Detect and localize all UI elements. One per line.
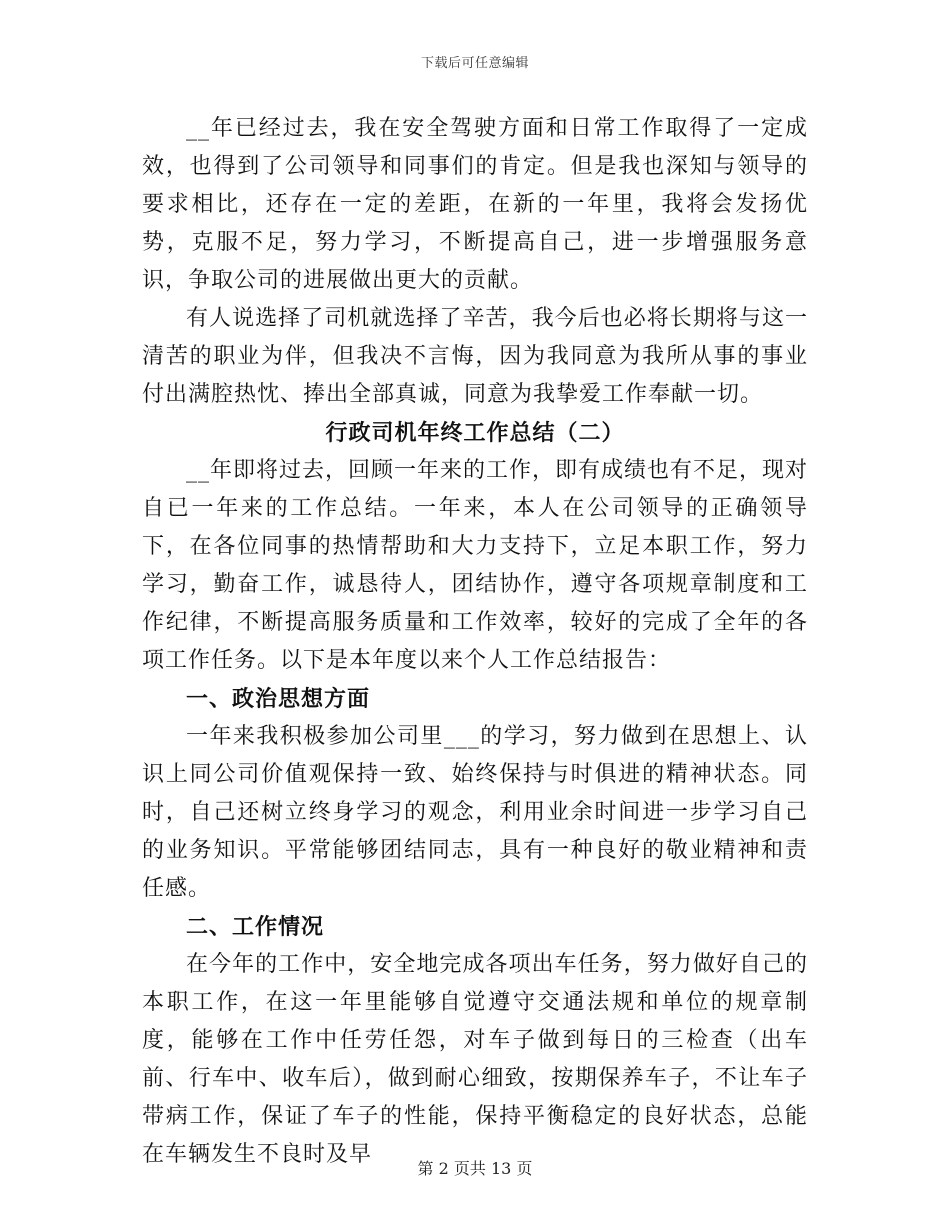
page-footer: 第 2 页共 13 页 (417, 1159, 533, 1178)
section-heading: 二、工作情况 (186, 914, 325, 940)
document-body (142, 110, 808, 1174)
paragraph: 在今年的工作中，安全地完成各项出车任务，努力做好自己的本职工作，在这一年里能够自觉遵守交通法规和单位的规章制度，能够在工作中任劳任怨，对车子做到每日的三检查（出车前、行车中、收车后），做到耐心细致，按期保养车子，不让车子带病工作，保证了车子的性能，保持平衡稳定的良好状态，总能在车辆发生不良时及早 (142, 952, 808, 1167)
paragraph: 一年来我积极参加公司里___的学习，努力做到在思想上、认识上同公司价值观保持一致、始终保持与时俱进的精神状态。同时，自己还树立终身学习的观念，利用业余时间进一步学习自己的业务知识。平常能够团结同志，具有一种良好的敬业精神和责任感。 (142, 724, 808, 901)
paragraph: __年已经过去，我在安全驾驶方面和日常工作取得了一定成效，也得到了公司领导和同事们的肯定。但是我也深知与领导的要求相比，还存在一定的差距，在新的一年里，我将会发扬优势，克服不足，努力学习，不断提高自己，进一步增强服务意识，争取公司的进展做出更大的贡献。 (142, 116, 808, 293)
section-heading: 一、政治思想方面 (186, 686, 371, 712)
paragraph: 有人说选择了司机就选择了辛苦，我今后也必将长期将与这一清苦的职业为伴，但我决不言悔，因为我同意为我所从事的事业付出满腔热忱、捧出全部真诚，同意为我挚爱工作奉献一切。 (142, 306, 808, 407)
paragraph: __年即将过去，回顾一年来的工作，即有成绩也有不足，现对自已一年来的工作总结。一年来，本人在公司领导的正确领导下，在各位同事的热情帮助和大力支持下，立足本职工作，努力学习，勤奋工作，诚恳待人，团结协作，遵守各项规章制度和工作纪律，不断提高服务质量和工作效率，较好的完成了全年的各项工作任务。以下是本年度以来个人工作总结报告： (142, 458, 809, 673)
page-header: 下载后可任意编辑 (420, 56, 529, 71)
section-title: 行政司机年终工作总结（二） (325, 420, 625, 446)
